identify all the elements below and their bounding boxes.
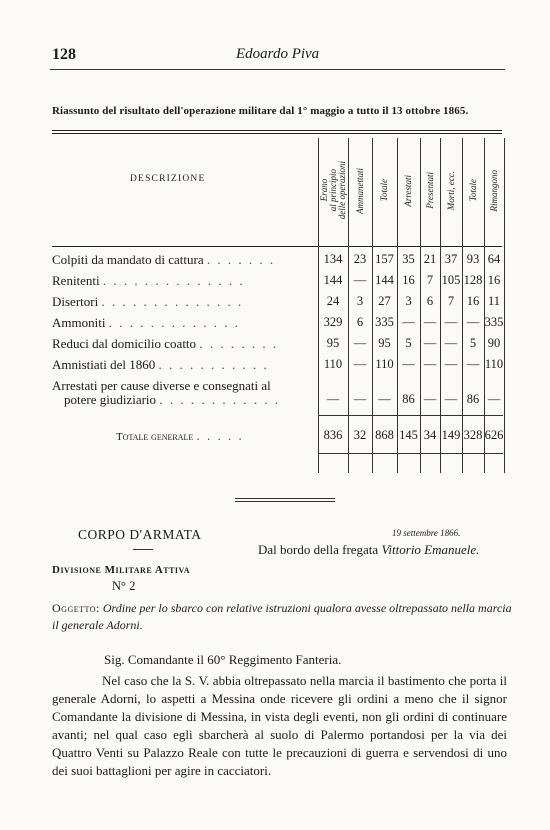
ship-name: Vittorio Emanuele. [381,542,480,557]
table-cell: — [487,392,501,406]
table-cell: 836 [323,428,343,442]
table-cell: 3 [356,294,364,308]
table-cell: 90 [487,336,501,350]
table-cell: 110 [323,357,343,371]
table-cell: — [402,357,415,371]
table-cell: — [423,315,437,329]
header-rule [50,69,505,70]
column-header-2: Totale [379,179,389,202]
table-cell: 11 [487,294,501,308]
letter-number: N° 2 [112,579,136,593]
table-cell: 626 [484,428,504,442]
letter-date: 19 settembre 1866. [392,528,461,538]
row-label: potere giudiziario . . . . . . . . . . . . [64,392,281,407]
row-label: Disertori . . . . . . . . . . . . . . [52,294,244,309]
row-label: Renitenti . . . . . . . . . . . . . . [52,273,245,288]
table-cell: 5 [405,336,412,350]
table-cell: — [444,315,458,329]
total-top-rule [318,415,503,416]
table-cell: — [353,336,367,350]
table-cell: — [353,273,367,287]
table-cell: 3 [405,294,412,308]
table-cell: 93 [466,252,480,266]
table-cell: 144 [375,273,394,287]
table-cell: 328 [463,428,483,442]
table-cell: — [353,392,367,406]
table-row [52,392,502,410]
table-cell: 5 [469,336,477,350]
table-cell: — [378,392,391,406]
table-cell: 144 [323,273,343,287]
table-cell: — [444,357,458,371]
total-label: Totale generale . . . . . [116,428,244,443]
table-cell: — [444,336,458,350]
table-cell: — [423,357,437,371]
table-cell: 329 [323,315,343,329]
header-bottom-rule [52,246,502,247]
section-separator [235,498,335,499]
table-cell: 16 [487,273,501,287]
table-cell: 95 [326,336,340,350]
table-row [52,357,502,375]
total-bottom-rule [318,453,503,454]
table-cell: 110 [484,357,504,371]
table-cell: 86 [466,392,480,406]
row-label: Colpiti da mandato di cattura . . . . . . . [52,252,276,267]
table-cell: — [466,357,480,371]
table-top-rule-double [52,133,502,134]
running-head-author: Edoardo Piva [236,46,320,62]
table-cell: 6 [426,294,434,308]
table-cell: 32 [353,428,367,442]
table-cell: — [402,315,415,329]
table-cell: — [423,336,437,350]
column-header-0: Erano al principio delle operazioni [318,161,347,220]
table-cell: 868 [375,428,394,442]
table-cell: — [353,357,367,371]
table-cell: 7 [426,273,434,287]
table-cell: 149 [441,428,461,442]
table-cell: 34 [423,428,437,442]
table-cell: 7 [447,294,455,308]
table-top-rule [52,130,502,131]
row-label: Amnistiati del 1860 . . . . . . . . . . . [52,357,269,372]
letter-body: Nel caso che la S. V. abbia oltrepassato nella marcia il bastimento che porta il generale Adorni, lo aspetti a Messina onde ricevere gli ordini a meno che il signor Comandante la divisione di Messina, in vista degli eventi, non gli ordini di continuare avanti; nel qual caso egli sbarcherà al suolo di Palermo portandosi per la via dei Quattro Venti su Palazzo Reale con tutte le precauzioni di guerra e servendosi di uno dei suoi battaglioni per agire in cacciatori. [52,673,507,778]
table-cell: 37 [444,252,458,266]
table-cell: 128 [463,273,483,287]
table-row [52,336,502,354]
table-cell: 335 [375,315,394,329]
column-header-3: Arrestati [403,174,413,207]
table-cell: 23 [353,252,367,266]
division-heading: Divisione Militare Attiva [52,564,191,576]
table-cell: 16 [402,273,415,287]
table-cell: 157 [375,252,394,266]
table-cell: — [423,392,437,406]
table-cell: 105 [441,273,461,287]
table-cell: 145 [399,428,418,442]
table-cell: 134 [323,252,343,266]
table-cell: — [326,392,340,406]
column-header-6: Totale [467,179,478,202]
row-label: Ammoniti . . . . . . . . . . . . . [52,315,240,330]
column-header-1: Ammanettati [354,167,365,214]
page-number: 128 [52,46,76,63]
table-cell: 95 [378,336,391,350]
table-cell: — [444,392,458,406]
table-cell: 335 [484,315,504,329]
corps-underline [133,549,153,550]
column-header-4: Presentati [424,172,435,209]
table-cell: 24 [326,294,340,308]
total-row [52,428,502,446]
table-caption: Riassunto del risultato dell'operazione militare dal 1° maggio a tutto il 13 ottobre 1865. [52,105,469,117]
table-row [52,294,502,312]
subject-key: Oggetto: [52,601,100,615]
table-cell: 35 [402,252,415,266]
row-label: Reduci dal domicilio coatto . . . . . . . . [52,336,279,351]
table-cell: 86 [402,392,415,406]
table-cell: 16 [466,294,480,308]
table-row [52,315,502,333]
table-cell: — [466,315,480,329]
letter-origin: Dal bordo della fregata Vittorio Emanuele. [258,542,480,557]
table-cell: 6 [356,315,364,329]
table-row [52,252,502,270]
column-header-7: Rimangono [488,169,499,212]
table-cell: 110 [375,357,394,371]
corps-heading: CORPO D'ARMATA [78,527,202,542]
table-cell: 27 [378,294,391,308]
table-cell: 64 [487,252,501,266]
subject-text: Ordine per lo sbarco con relative istruzioni qualora avesse oltrepassato nella marcia il generale Adorni. [52,601,512,632]
column-header-5: Morti, ecc. [445,170,456,211]
table-row [52,273,502,291]
letter-subject [52,600,512,634]
table-cell: 21 [423,252,437,266]
description-column-header: DESCRIZIONE [130,174,206,184]
column-rule [504,138,505,473]
salutation: Sig. Comandante il 60° Reggimento Fanteria. [104,652,342,667]
section-separator-double [235,501,335,502]
row-label: Arrestati per cause diverse e consegnati al [52,378,271,393]
